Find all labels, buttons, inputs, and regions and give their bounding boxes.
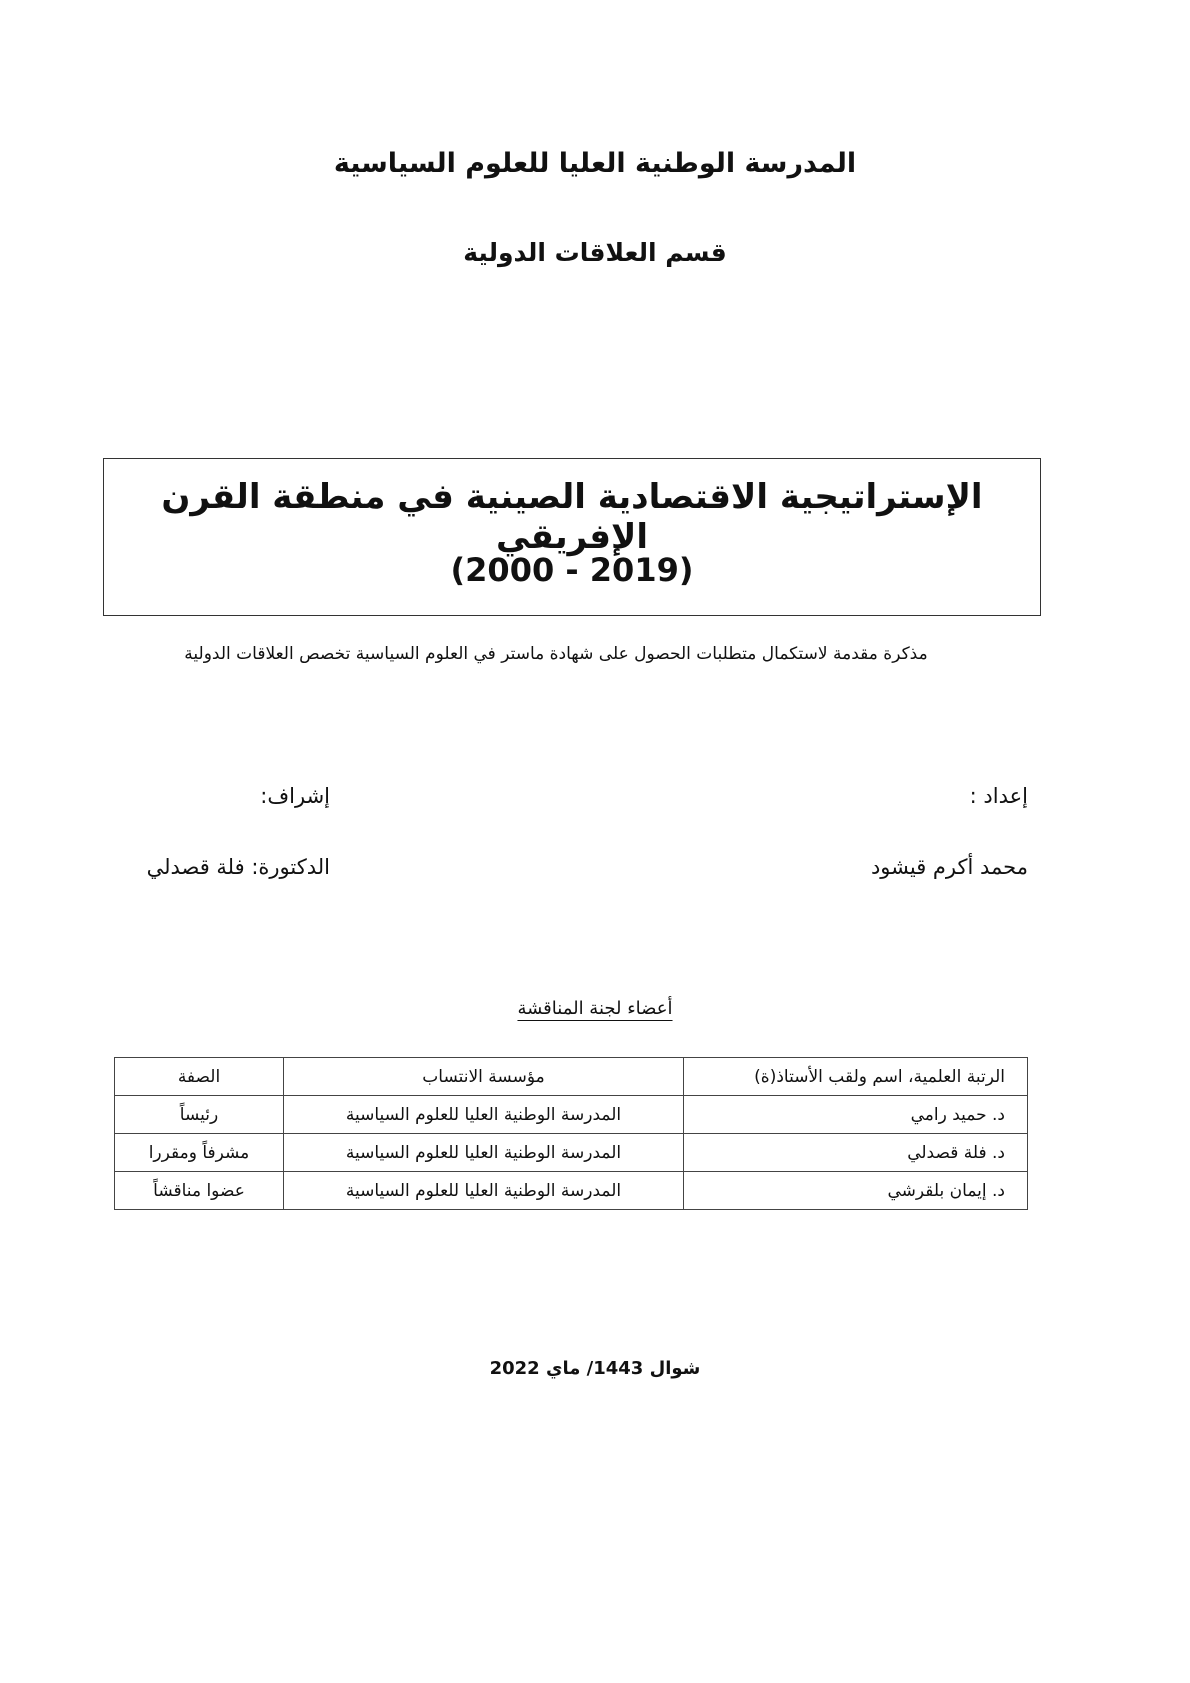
member-institution: المدرسة الوطنية العليا للعلوم السياسية	[284, 1134, 684, 1172]
table-header-row	[115, 1058, 1028, 1096]
table-row	[115, 1172, 1028, 1210]
supervisor-name: الدكتورة: فلة قصدلي	[146, 855, 330, 879]
school-name: المدرسة الوطنية العليا للعلوم السياسية	[333, 148, 857, 179]
member-name: د. إيمان بلقرشي	[684, 1172, 1028, 1210]
table-row	[115, 1096, 1028, 1134]
header-institution: مؤسسة الانتساب	[284, 1058, 684, 1096]
student-name: محمد أكرم قيشود	[870, 855, 1028, 879]
table-row	[115, 1134, 1028, 1172]
member-institution: المدرسة الوطنية العليا للعلوم السياسية	[284, 1096, 684, 1134]
committee-title: أعضاء لجنة المناقشة	[517, 998, 673, 1019]
thesis-title: الإستراتيجية الاقتصادية الصينية في منطقة القرن الإفريقي	[161, 477, 983, 557]
member-institution: المدرسة الوطنية العليا للعلوم السياسية	[284, 1172, 684, 1210]
thesis-years: (2000 - 2019)	[450, 551, 694, 589]
department-name: قسم العلاقات الدولية	[463, 238, 727, 267]
thesis-title-box	[103, 458, 1041, 616]
member-name: د. فلة قصدلي	[684, 1134, 1028, 1172]
member-role: رئيساً	[115, 1096, 284, 1134]
supervision-label: إشراف:	[260, 784, 330, 808]
header-role: الصفة	[115, 1058, 284, 1096]
prepared-by-label: إعداد :	[969, 784, 1028, 808]
thesis-subtitle: مذكرة مقدمة لاستكمال متطلبات الحصول على شهادة ماستر في العلوم السياسية تخصص العلاقات الدولية	[184, 644, 928, 664]
member-name: د. حميد رامي	[684, 1096, 1028, 1134]
defense-date: شوال 1443/ ماي 2022	[489, 1358, 701, 1379]
header-rank-name: الرتبة العلمية، اسم ولقب الأستاذ(ة)	[684, 1058, 1028, 1096]
committee-table	[114, 1057, 1028, 1210]
member-role: عضوا مناقشاً	[115, 1172, 284, 1210]
member-role: مشرفاً ومقررا	[115, 1134, 284, 1172]
